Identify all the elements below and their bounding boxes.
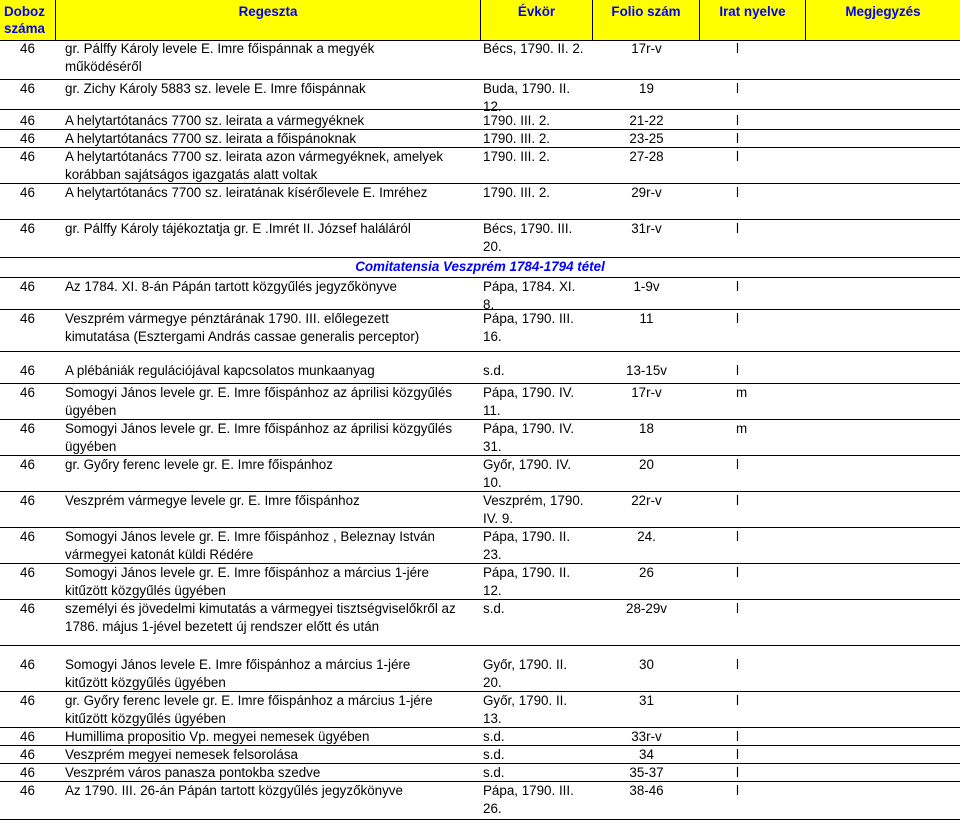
document-language: l — [736, 185, 739, 200]
header-regeszta: Regeszta — [56, 0, 481, 40]
box-number: 46 — [20, 729, 35, 744]
regeszta-text: Somogyi János levele E. Imre főispánhoz a március 1-jére kitűzött közgyűlés ügyében — [65, 657, 411, 690]
document-language: l — [736, 81, 739, 96]
date-place: 1790. III. 2. — [483, 185, 550, 200]
box-number: 46 — [20, 41, 35, 56]
box-number: 46 — [20, 657, 35, 672]
table-row — [0, 600, 960, 646]
regeszta-text: gr. Pálffy Károly levele E. Imre főispánnak a megyék működéséről — [65, 41, 375, 74]
table-row — [0, 148, 960, 184]
regeszta-text: gr. Győry ferenc levele gr. E. Imre főispánhoz a március 1-jére kitűzött közgyűlés ügyében — [65, 693, 433, 726]
date-place: Pápa, 1784. XI. 8. — [483, 279, 576, 312]
document-language: l — [736, 565, 739, 580]
box-number: 46 — [20, 185, 35, 200]
table-row — [0, 184, 960, 220]
box-number: 46 — [20, 311, 35, 326]
document-language: m — [736, 385, 748, 400]
regeszta-text: A helytartótanács 7700 sz. leirata azon vármegyéknek, amelyek korábban sajátságos igazgatás alatt voltak — [65, 149, 444, 182]
folio-number: 18 — [639, 421, 654, 436]
regeszta-text: Az 1790. III. 26-án Pápán tartott közgyűlés jegyzőkönyve — [65, 783, 403, 798]
table-row — [0, 728, 960, 746]
regeszta-text: Humillima propositio Vp. megyei nemesek ügyében — [65, 729, 370, 744]
box-number: 46 — [20, 81, 35, 96]
folio-number: 31r-v — [631, 221, 662, 236]
box-number: 46 — [20, 565, 35, 580]
table-header — [0, 0, 960, 41]
document-language: l — [736, 783, 739, 798]
header-folio: Folio szám — [593, 0, 700, 40]
folio-number: 11 — [639, 311, 654, 326]
date-place: Pápa, 1790. III. 26. — [483, 783, 574, 816]
folio-number: 28-29v — [626, 601, 667, 616]
regeszta-text: Az 1784. XI. 8-án Pápán tartott közgyűlés jegyzőkönyve — [65, 279, 397, 294]
header-language: Irat nyelve — [700, 0, 806, 40]
folio-number: 17r-v — [631, 385, 662, 400]
table-row — [0, 764, 960, 782]
document-language: l — [736, 493, 739, 508]
box-number: 46 — [20, 221, 35, 236]
document-language: l — [736, 363, 739, 378]
document-language: l — [736, 457, 739, 472]
date-place: Bécs, 1790. III. 20. — [483, 221, 573, 254]
regeszta-text: gr. Győry ferenc levele gr. E. Imre főispánhoz — [65, 457, 333, 472]
box-number: 46 — [20, 385, 35, 400]
date-place: 1790. III. 2. — [483, 149, 550, 164]
folio-number: 23-25 — [629, 131, 664, 146]
date-place: Pápa, 1790. IV. 31. — [483, 421, 575, 454]
regeszta-text: Veszprém vármegye levele gr. E. Imre főispánhoz — [65, 493, 360, 508]
document-language: l — [736, 601, 739, 616]
folio-number: 19 — [639, 81, 654, 96]
table-row — [0, 40, 960, 80]
regeszta-text: gr. Zichy Károly 5883 sz. levele E. Imre főispánnak — [65, 81, 366, 96]
table-row — [0, 528, 960, 564]
regeszta-text: A helytartótanács 7700 sz. leirata a vármegyéknek — [65, 113, 365, 128]
date-place: Pápa, 1790. IV. 11. — [483, 385, 575, 418]
box-number: 46 — [20, 149, 35, 164]
section-title: Comitatensia Veszprém 1784-1794 tétel — [0, 258, 960, 278]
document-language: l — [736, 149, 739, 164]
table-row — [0, 130, 960, 148]
date-place: 1790. III. 2. — [483, 113, 550, 128]
box-number: 46 — [20, 279, 35, 294]
box-number: 46 — [20, 529, 35, 544]
folio-number: 34 — [639, 747, 654, 762]
regeszta-text: gr. Pálffy Károly tájékoztatja gr. E .Imrét II. József haláláról — [65, 221, 411, 236]
folio-number: 22r-v — [631, 493, 662, 508]
folio-number: 31 — [639, 693, 654, 708]
regeszta-text: személyi és jövedelmi kimutatás a vármegyei tisztségviselőkről az 1786. május 1-jével bezetett új rendszer előtt és után — [65, 601, 456, 634]
regeszta-text: A plébániák regulációjával kapcsolatos munkaanyag — [65, 363, 375, 378]
folio-number: 30 — [639, 657, 654, 672]
document-language: m — [736, 421, 748, 436]
date-place: Győr, 1790. II. 20. — [483, 657, 568, 690]
folio-number: 33r-v — [631, 729, 662, 744]
folio-number: 21-22 — [629, 113, 664, 128]
box-number: 46 — [20, 493, 35, 508]
box-number: 46 — [20, 457, 35, 472]
date-place: s.d. — [483, 601, 505, 616]
regeszta-text: A helytartótanács 7700 sz. leiratának kísérőlevele E. Imréhez — [65, 185, 428, 200]
table-row — [0, 456, 960, 492]
date-place: Pápa, 1790. II. 23. — [483, 529, 571, 562]
regeszta-text: Somogyi János levele gr. E. Imre főispánhoz az áprilisi közgyűlés ügyében — [65, 385, 453, 418]
table-row — [0, 420, 960, 456]
header-year: Évkör — [481, 0, 593, 40]
table-row — [0, 564, 960, 600]
date-place: 1790. III. 2. — [483, 131, 550, 146]
folio-number: 1-9v — [633, 279, 660, 294]
table-row — [0, 362, 960, 384]
date-place: Pápa, 1790. II. 12. — [483, 565, 571, 598]
regeszta-text: Somogyi János levele gr. E. Imre főispánhoz , Beleznay István vármegyei katonát küldi Rédére — [65, 529, 435, 562]
document-language: l — [736, 529, 739, 544]
table-row — [0, 692, 960, 728]
date-place: s.d. — [483, 747, 505, 762]
folio-number: 17r-v — [631, 41, 662, 56]
box-number: 46 — [20, 765, 35, 780]
document-language: l — [736, 311, 739, 326]
document-language: l — [736, 765, 739, 780]
date-place: Veszprém, 1790. IV. 9. — [483, 493, 584, 526]
box-number: 46 — [20, 783, 35, 798]
table-row — [0, 80, 960, 114]
table-row — [0, 278, 960, 310]
regeszta-text: Veszprém vármegye pénztárának 1790. III. előlegezett kimutatása (Esztergami András cassae generalis perceptor) — [65, 311, 420, 344]
regeszta-text: Veszprém város panasza pontokba szedve — [65, 765, 321, 780]
regeszta-text: Somogyi János levele gr. E. Imre főispánhoz az áprilisi közgyűlés ügyében — [65, 421, 453, 454]
document-language: l — [736, 131, 739, 146]
date-place: s.d. — [483, 729, 505, 744]
table-row — [0, 492, 960, 528]
box-number: 46 — [20, 601, 35, 616]
document-language: l — [736, 693, 739, 708]
box-number: 46 — [20, 421, 35, 436]
document-language: l — [736, 221, 739, 236]
box-number: 46 — [20, 747, 35, 762]
folio-number: 29r-v — [631, 185, 662, 200]
document-language: l — [736, 657, 739, 672]
header-notes: Megjegyzés — [845, 4, 921, 19]
table-row — [0, 384, 960, 420]
header-box-number: Doboz száma — [0, 0, 56, 40]
table-row — [0, 310, 960, 352]
folio-number: 20 — [639, 457, 654, 472]
date-place: s.d. — [483, 765, 505, 780]
document-language: l — [736, 41, 739, 56]
folio-number: 13-15v — [626, 363, 667, 378]
folio-number: 35-37 — [629, 765, 664, 780]
folio-number: 24. — [637, 529, 656, 544]
date-place: Győr, 1790. IV. 10. — [483, 457, 572, 490]
regeszta-text: Somogyi János levele gr. E. Imre főispánhoz a március 1-jére kitűzött közgyűlés ügyében — [65, 565, 429, 598]
document-language: l — [736, 279, 739, 294]
folio-number: 26 — [639, 565, 654, 580]
date-place: Bécs, 1790. II. 2. — [483, 41, 584, 56]
table-row — [0, 220, 960, 258]
date-place: Pápa, 1790. III. 16. — [483, 311, 574, 344]
box-number: 46 — [20, 113, 35, 128]
box-number: 46 — [20, 693, 35, 708]
folio-number: 27-28 — [629, 149, 664, 164]
date-place: Buda, 1790. II. 12. — [483, 81, 571, 114]
table-row — [0, 112, 960, 130]
regeszta-text: A helytartótanács 7700 sz. leirata a főispánoknak — [65, 131, 357, 146]
regeszta-text: Veszprém megyei nemesek felsorolása — [65, 747, 298, 762]
document-language: l — [736, 747, 739, 762]
box-number: 46 — [20, 131, 35, 146]
date-place: Győr, 1790. II. 13. — [483, 693, 568, 726]
table-row — [0, 746, 960, 764]
table-row — [0, 656, 960, 692]
box-number: 46 — [20, 363, 35, 378]
date-place: s.d. — [483, 363, 505, 378]
document-language: l — [736, 113, 739, 128]
table-row — [0, 782, 960, 820]
document-language: l — [736, 729, 739, 744]
folio-number: 38-46 — [629, 783, 664, 798]
